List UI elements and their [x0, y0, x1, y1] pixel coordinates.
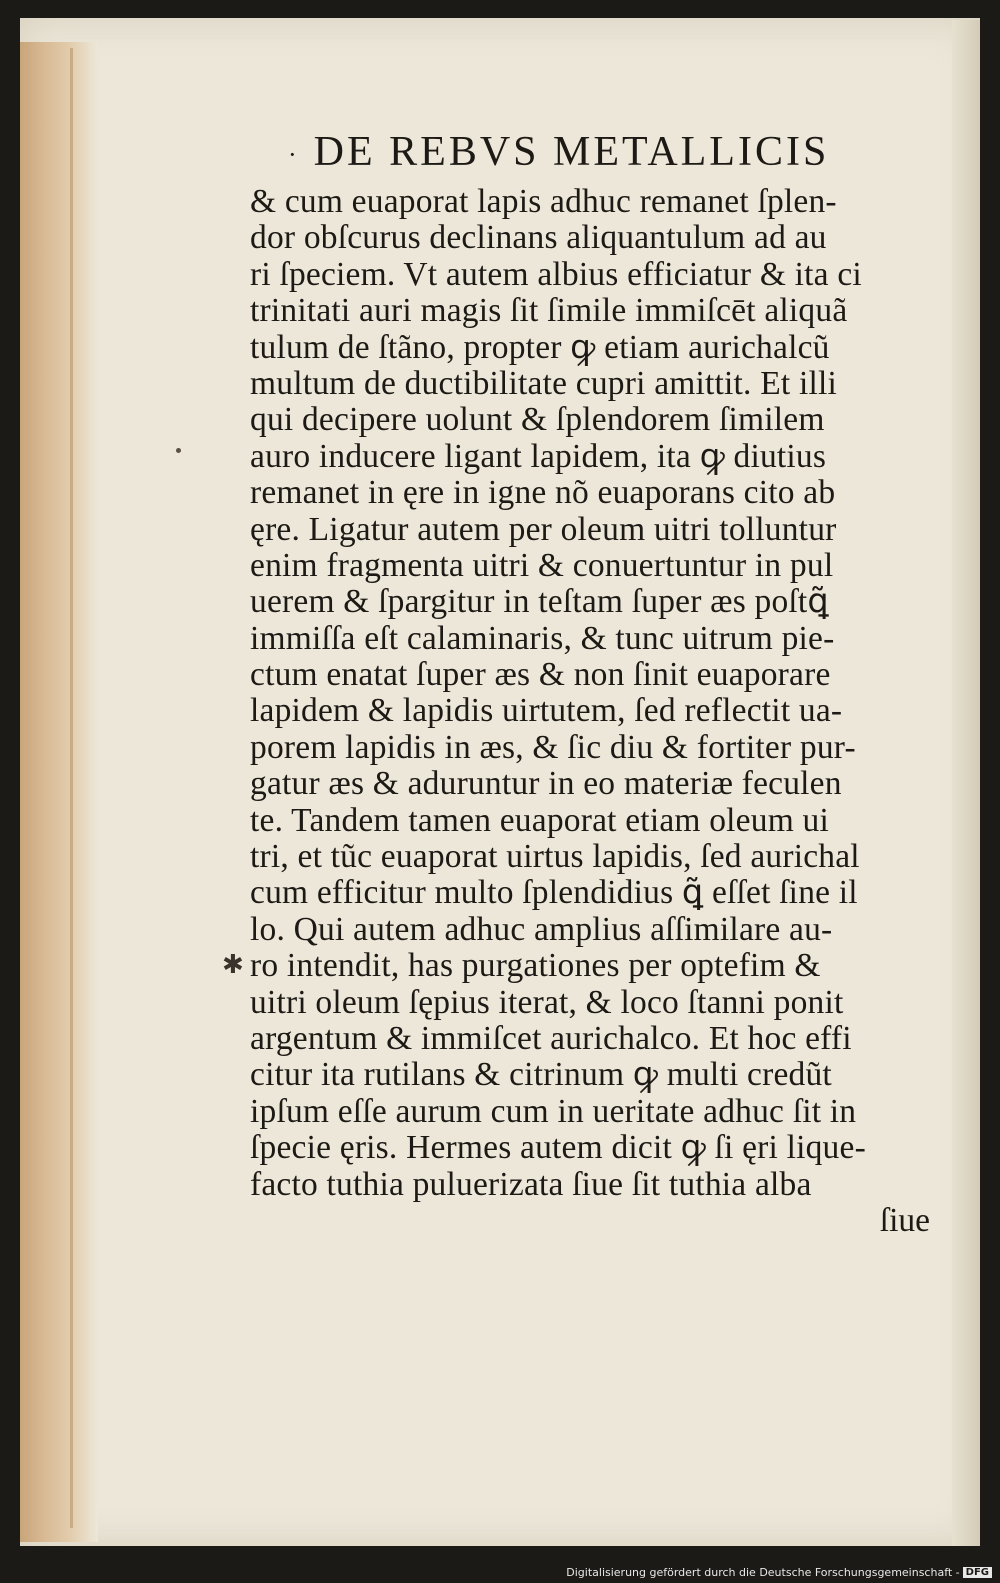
running-head-dash: ·: [288, 140, 300, 170]
text-line: citur ita rutilans & citrinum ꝙ multi credũt: [250, 1056, 832, 1094]
text-line: argentum & immiſcet aurichalco. Et hoc effi: [250, 1019, 852, 1057]
text-line: & cum euaporat lapis adhuc remanet ſplen-: [250, 183, 837, 220]
text-line: gatur æs & aduruntur in eo materiæ feculen: [250, 765, 842, 803]
dfg-logo: DFG: [963, 1567, 992, 1578]
margin-mark-asterisk-icon: ✱: [222, 950, 244, 980]
binding-gutter: [20, 42, 98, 1542]
text-line: immiſſa eſt calaminaris, & tunc uitrum pie-: [250, 619, 835, 657]
running-head-title: DE REBVS METALLICIS: [313, 129, 830, 175]
text-line: uerem & ſpargitur in teſtam ſuper æs poſtꝗ̃: [250, 583, 829, 621]
text-line: cum efficitur multo ſplendidius ꝗ̃ eſſet ſine il: [250, 874, 858, 912]
text-line: uitri oleum ſępius iterat, & loco ſtanni ponit: [250, 983, 844, 1021]
digitization-credit: [566, 1566, 992, 1579]
text-line: trinitati auri magis ſit ſimile immiſcēt aliquã: [250, 292, 848, 330]
page-text-block: [250, 120, 940, 1239]
page-fore-edge: [952, 20, 980, 1546]
text-line: remanet in ęre in igne nõ euaporans cito ab: [250, 474, 836, 512]
running-head: [250, 120, 940, 184]
catchword: ſiue: [879, 1201, 930, 1239]
text-line: ſpecie ęris. Hermes autem dicit ꝙ ſi ęri lique-: [250, 1129, 866, 1167]
text-line: tulum de ſtãno, propter ꝙ etiam aurichalcũ: [250, 328, 830, 366]
gutter-shadow-line: [70, 48, 73, 1528]
text-line: auro inducere ligant lapidem, ita ꝙ diutius: [250, 437, 827, 475]
text-line: ro intendit, has purgationes per optefim &: [250, 947, 821, 985]
text-line: lo. Qui autem adhuc amplius aſſimilare au-: [250, 910, 833, 948]
text-line: facto tuthia puluerizata ſiue ſit tuthia alba: [250, 1165, 812, 1203]
text-line: porem lapidis in æs, & ſic diu & fortiter pur-: [250, 728, 856, 766]
text-line: dor obſcurus declinans aliquantulum ad au: [250, 219, 827, 257]
text-line: ęre. Ligatur autem per oleum uitri tolluntur: [250, 510, 837, 548]
text-line: enim fragmenta uitri & conuertuntur in pul: [250, 546, 834, 584]
text-line: ri ſpeciem. Vt autem albius efficiatur & ita ci: [250, 255, 862, 293]
text-line: qui decipere uolunt & ſplendorem ſimilem: [250, 401, 825, 439]
text-line: te. Tandem tamen euaporat etiam oleum ui: [250, 801, 829, 839]
text-line: ipſum eſſe aurum cum in ueritate adhuc ſit in: [250, 1092, 857, 1130]
text-line: lapidem & lapidis uirtutem, ſed reflectit ua-: [250, 692, 843, 730]
margin-mark-dot: [176, 448, 181, 453]
text-line: ctum enatat ſuper æs & non ſinit euaporare: [250, 656, 831, 694]
text-line: tri, et tũc euaporat uirtus lapidis, ſed aurichal: [250, 838, 860, 876]
credit-text: Digitalisierung gefördert durch die Deutsche Forschungsgemeinschaft -: [566, 1566, 960, 1579]
text-line: multum de ductibilitate cupri amittit. Et illi: [250, 364, 837, 402]
